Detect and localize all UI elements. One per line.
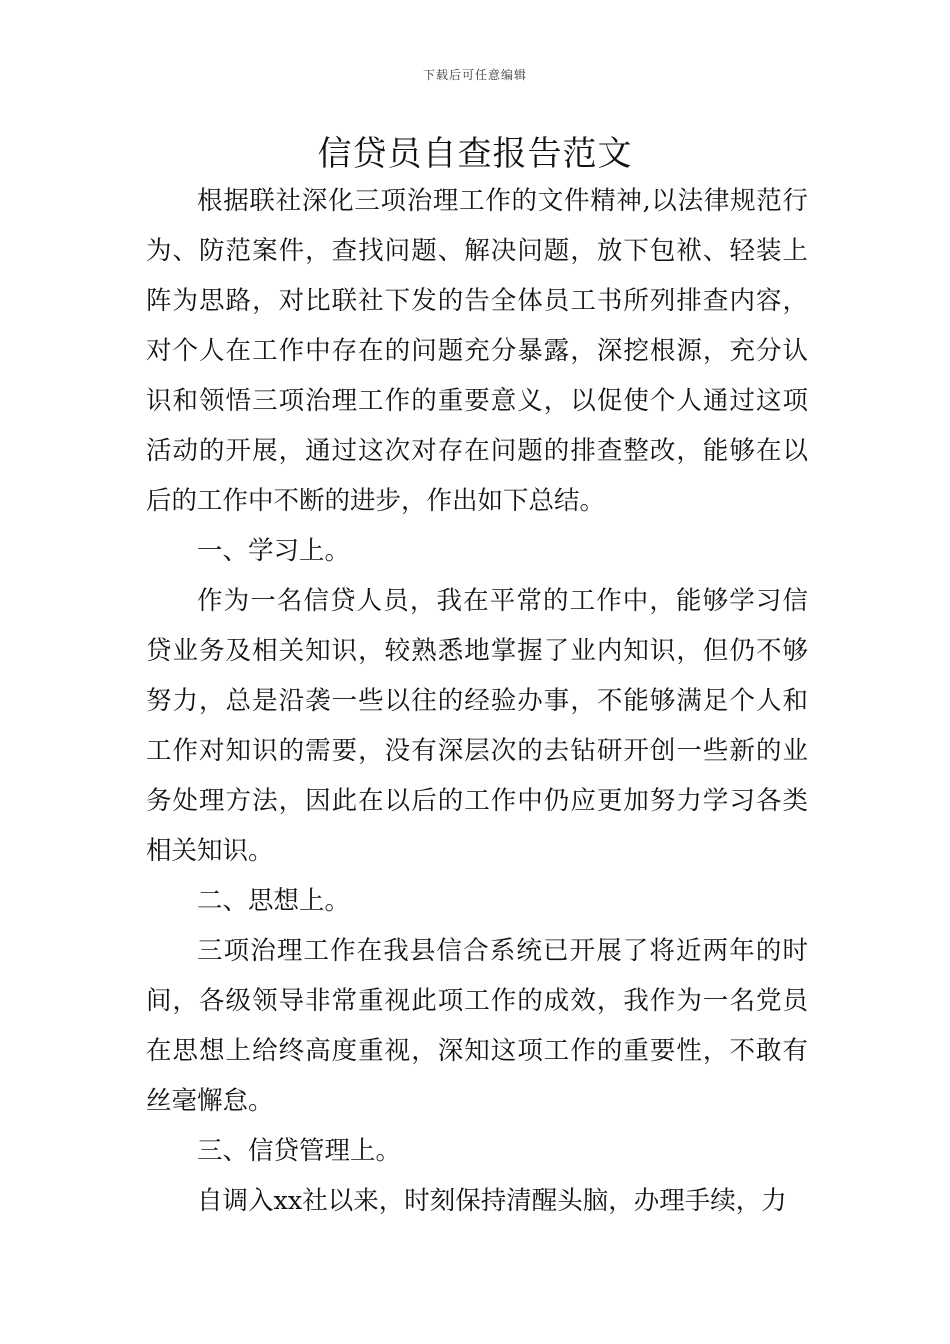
document-body bbox=[146, 176, 808, 1226]
section-heading-study: 一、学习上。 bbox=[197, 536, 351, 566]
section-paragraph-credit-management: 自调入xx社以来，时刻保持清醒头脑，办理手续，力 bbox=[197, 1186, 787, 1216]
section-paragraph-study: 作为一名信贷人员，我在平常的工作中，能够学习信贷业务及相关知识，较熟悉地掌握了业内知识，但仍不够努力，总是沿袭一些以往的经验办事，不能够满足个人和工作对知识的需要，没有深层次的去钻研开创一些新的业务处理方法，因此在以后的工作中仍应更加努力学习各类相关知识。 bbox=[146, 586, 808, 866]
section-heading-thought: 二、思想上。 bbox=[197, 886, 351, 916]
section-paragraph-thought: 三项治理工作在我县信合系统已开展了将近两年的时间，各级领导非常重视此项工作的成效，我作为一名党员在思想上给终高度重视，深知这项工作的重要性，不敢有丝毫懈怠。 bbox=[146, 936, 808, 1116]
document-title: 信贷员自查报告范文 bbox=[317, 134, 633, 174]
intro-paragraph: 根据联社深化三项治理工作的文件精神,以法律规范行为、防范案件，查找问题、解决问题，放下包袱、轻装上阵为思路，对比联社下发的告全体员工书所列排查内容，对个人在工作中存在的问题充分暴露，深挖根源，充分认识和领悟三项治理工作的重要意义，以促使个人通过这项活动的开展，通过这次对存在问题的排查整改，能够在以后的工作中不断的进步，作出如下总结。 bbox=[146, 186, 808, 516]
section-heading-credit-management: 三、信贷管理上。 bbox=[197, 1136, 402, 1166]
header-note: 下载后可任意编辑 bbox=[422, 68, 527, 82]
